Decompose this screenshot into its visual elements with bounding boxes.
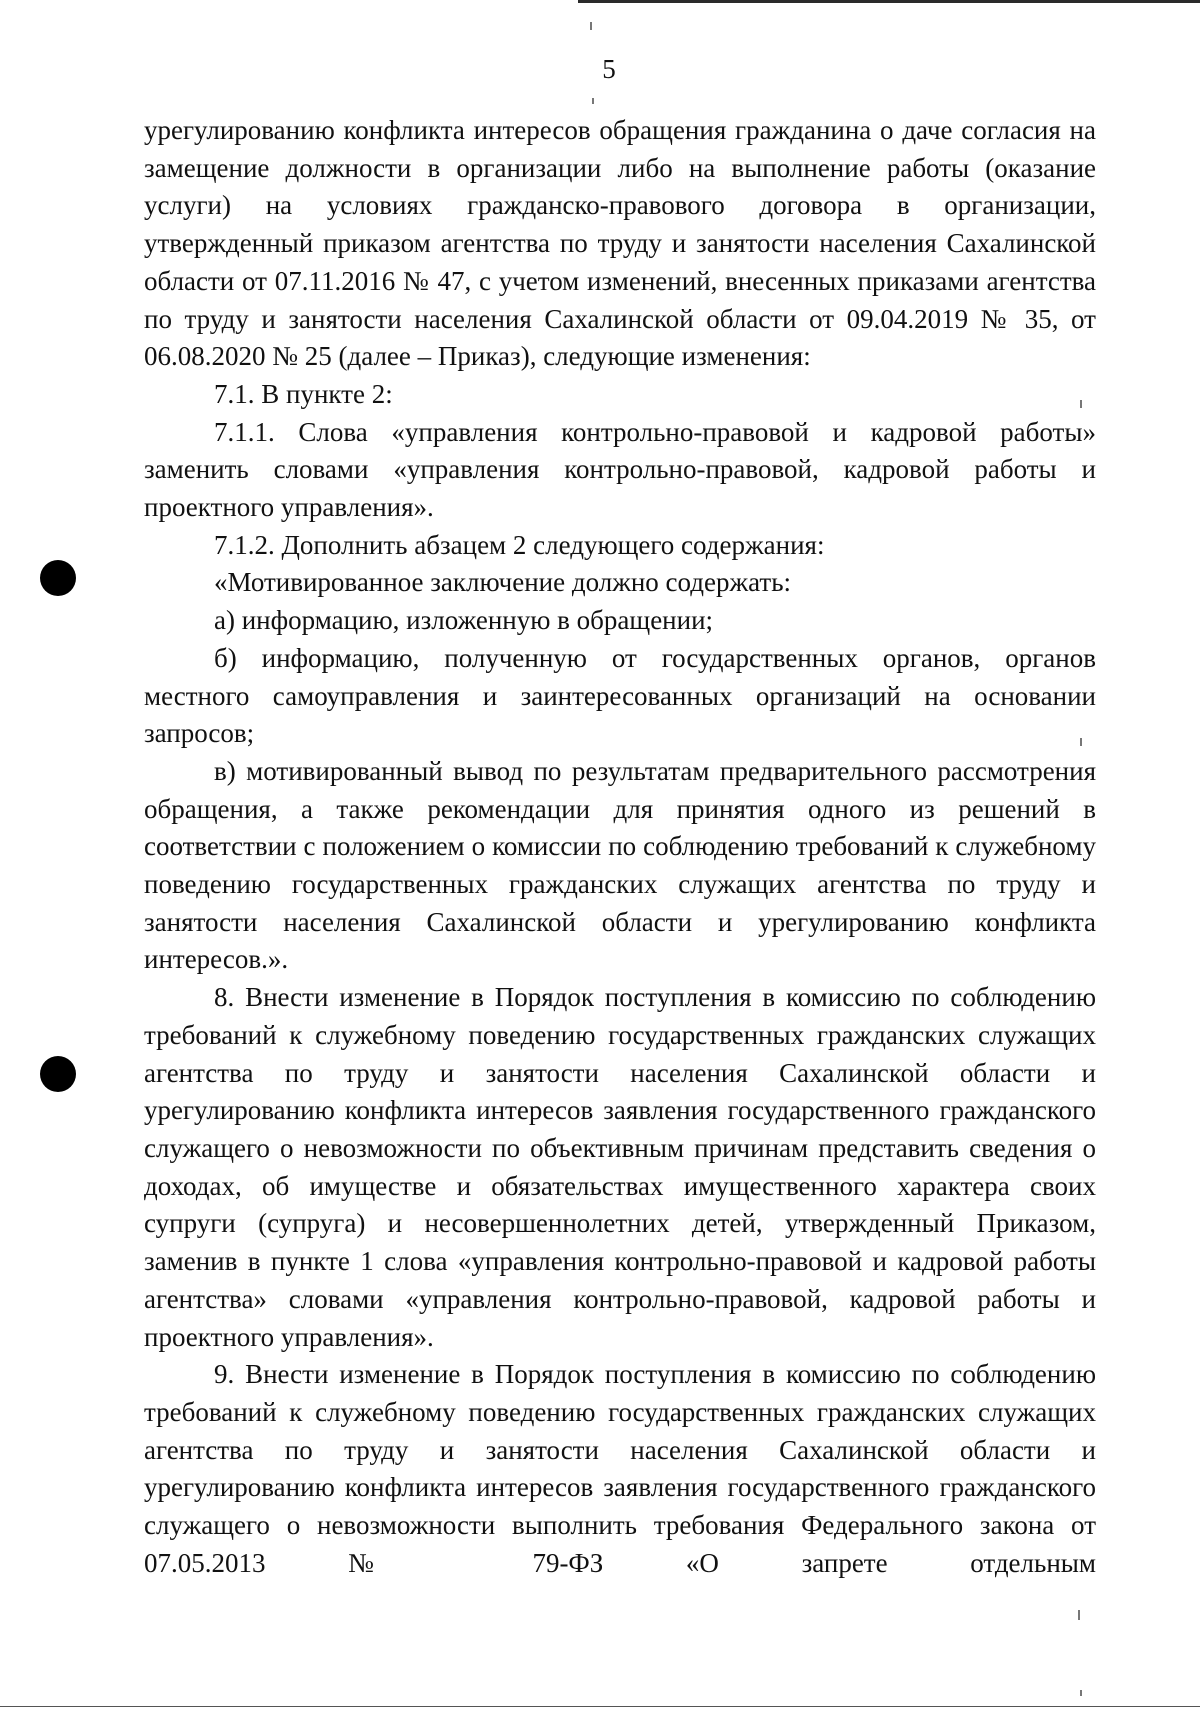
punch-hole-lower — [40, 1056, 76, 1092]
paragraph-intro-continuation: урегулированию конфликта интересов обращения гражданина о даче согласия на замещение должности в организации либо на выполнение работы (оказание услуги) на условиях гражданско-правового договора в организации, утвержденный приказом агентства по труду и занятости населения Сахалинской области от 07.11.2016 № 47, с учетом изменений, внесенных приказами агентства по труду и занятости населения Сахалинской области от 09.04.2019 № 35, от 06.08.2020 № 25 (далее – Приказ), следующие изменения: — [144, 115, 1096, 372]
paragraph-item-b: б) информацию, полученную от государственных органов, органов местного самоуправления и заинтересованных организаций на основании запросов; — [144, 642, 1096, 749]
paragraph-item-a: а) информацию, изложенную в обращении; — [214, 605, 714, 636]
paragraph-9: 9. Внести изменение в Порядок поступления в комиссию по соблюдению требований к служебному поведению государственных гражданских служащих агентства по труду и занятости населения Сахалинской области и урегулированию конфликта интересов заявления государственного гражданского служащего о невозможности выполнить требования Федерального закона от 07.05.2013 № 79-ФЗ «О запрете отдельным — [144, 1359, 1096, 1578]
bottom-edge-rule — [0, 1706, 1200, 1707]
paragraph-7-1-2: 7.1.2. Дополнить абзацем 2 следующего содержания: — [214, 529, 825, 560]
scan-speck — [1080, 1690, 1082, 1696]
scan-speck — [590, 22, 592, 30]
punch-hole-upper — [40, 560, 76, 596]
scan-speck — [592, 98, 594, 104]
scan-speck — [1078, 1610, 1080, 1620]
paragraph-quote-start: «Мотивированное заключение должно содержать: — [214, 567, 792, 598]
paragraph-8: 8. Внести изменение в Порядок поступления в комиссию по соблюдению требований к служебному поведению государственных гражданских служащих агентства по труду и занятости населения Сахалинской области и урегулированию конфликта интересов заявления государственного гражданского служащего о невозможности по объективным причинам представить сведения о доходах, об имуществе и обязательствах имущественного характера своих супруги (супруга) и несовершеннолетних детей, утвержденный Приказом, заменив в пункте 1 слова «управления контрольно-правовой и кадровой работы агентства» словами «управления контрольно-правовой, кадровой работы и проектного управления». — [144, 982, 1096, 1352]
paragraph-7-1-1: 7.1.1. Слова «управления контрольно-правовой и кадровой работы» заменить словами «управления контрольно-правовой, кадровой работы и проектного управления». — [144, 416, 1096, 523]
page-number: 5 — [602, 54, 616, 84]
paragraph-7-1: 7.1. В пункте 2: — [214, 378, 393, 409]
document-body — [144, 112, 1096, 1582]
paragraph-item-v: в) мотивированный вывод по результатам предварительного рассмотрения обращения, а также рекомендации для принятия одного из решений в соответствии с положением о комиссии по соблюдению требований к служебному поведению государственных гражданских служащих агентства по труду и занятости населения Сахалинской области и урегулированию конфликта интересов.». — [144, 755, 1096, 975]
top-edge-rule — [578, 0, 1200, 3]
